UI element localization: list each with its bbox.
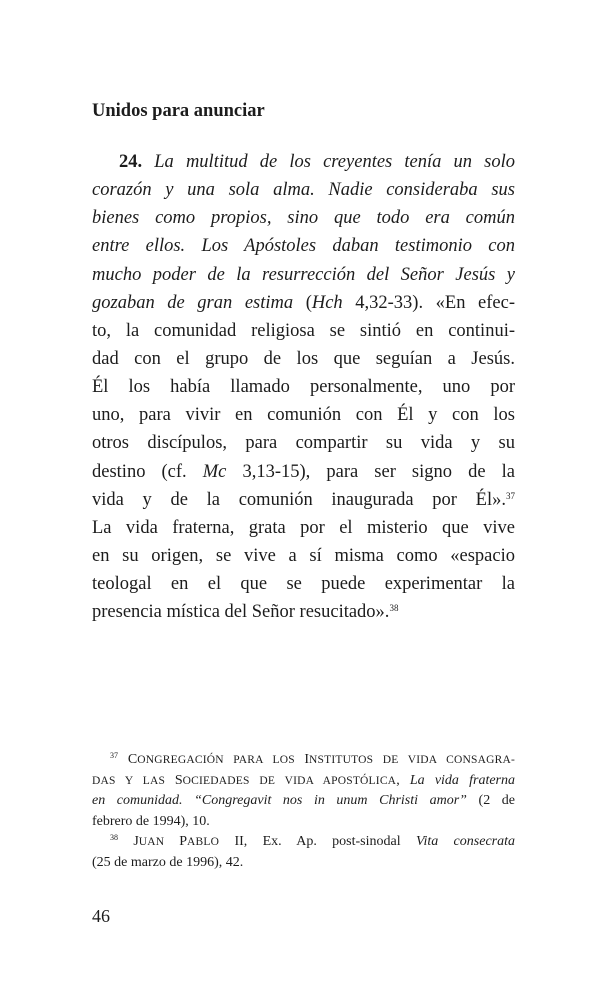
citation-book: Mc xyxy=(202,461,227,482)
text-line: La vida fraterna, grata por el misterio que vive xyxy=(92,517,515,538)
title-italic: en comunidad. “Congregavit nos in unum Christi amor” xyxy=(92,793,467,808)
text-line: teologal en el que se puede experimentar la xyxy=(92,574,515,595)
text-line: entre ellos. Los Apóstoles daban testimonio con xyxy=(92,236,515,257)
section-heading: Unidos para anunciar xyxy=(92,101,265,121)
text-line: to, la comunidad religiosa se sintió en continui- xyxy=(92,320,515,341)
text-line xyxy=(92,289,515,317)
text-line: bienes como propios, sino que todo era común xyxy=(92,208,515,229)
text-span: S xyxy=(174,772,183,788)
text-span: (2 de xyxy=(466,793,515,808)
title-italic: La vida fraterna xyxy=(409,772,515,788)
footnote-line xyxy=(92,771,515,792)
footnote-line xyxy=(92,791,515,812)
text-span: destino (cf. xyxy=(92,461,203,482)
text-span: presencia mística del Señor resucitado». xyxy=(92,602,390,623)
text-span: ( xyxy=(293,292,312,313)
text-span: C xyxy=(118,752,138,767)
text-line: uno, para vivir en comunión con Él y con los xyxy=(92,405,515,426)
text-line: en su origen, se vive a sí misma como «espacio xyxy=(92,545,515,566)
text-line: Él los había llamado personalmente, uno por xyxy=(92,377,515,398)
quote-text: La multitud de los creyentes tenía un solo xyxy=(142,152,515,172)
text-span: J xyxy=(118,834,139,849)
footnote-line: (25 de marzo de 1996), 42. xyxy=(92,854,244,870)
paragraph-number: 24. xyxy=(119,152,143,172)
footnote-38 xyxy=(92,832,515,853)
text-span: , xyxy=(396,772,410,788)
text-line: dad con el grupo de los que seguían a Jesús. xyxy=(92,348,515,369)
footnote-ref-37: 37 xyxy=(506,490,515,501)
paragraph-24 xyxy=(92,148,515,626)
page-number: 46 xyxy=(92,906,110,926)
footnotes xyxy=(92,750,515,873)
footnote-mark: 38 xyxy=(110,833,118,842)
text-line: otros discípulos, para compartir su vida y su xyxy=(92,433,515,454)
quote-text: gozaban de gran estima xyxy=(92,292,294,313)
small-caps: NSTITUTOS DE VIDA CONSAGRA- xyxy=(309,754,515,766)
text-span: P xyxy=(179,834,187,849)
text-line xyxy=(92,148,515,176)
text-line xyxy=(92,458,515,486)
text-line xyxy=(92,486,515,514)
small-caps: ABLO xyxy=(187,836,220,848)
footnote-ref-38: 38 xyxy=(389,603,399,614)
text-line xyxy=(92,598,515,626)
text-span: 4,32-33). «En efec- xyxy=(342,292,515,313)
small-caps: UAN xyxy=(138,836,180,848)
text-line: corazón y una sola alma. Nadie consideraba sus xyxy=(92,180,515,201)
small-caps: DAS Y LAS xyxy=(92,774,175,787)
text-span: 3,13-15), para ser signo de la xyxy=(226,461,515,482)
footnote-mark: 37 xyxy=(110,751,118,760)
small-caps: ONGREGACIÓN PARA LOS xyxy=(137,754,305,766)
text-line: mucho poder de la resurrección del Señor Jesús y xyxy=(92,264,515,285)
text-span: II, Ex. Ap. post-sinodal xyxy=(219,834,416,849)
citation-book: Hch xyxy=(311,292,343,313)
footnote-line: febrero de 1994), 10. xyxy=(92,813,210,829)
title-italic: Vita consecrata xyxy=(415,834,515,849)
text-span: vida y de la comunión inaugurada por Él». xyxy=(92,489,506,510)
small-caps: OCIEDADES DE VIDA APOSTÓLICA xyxy=(182,774,397,787)
footnote-37 xyxy=(92,750,515,771)
text-span: I xyxy=(304,752,310,767)
